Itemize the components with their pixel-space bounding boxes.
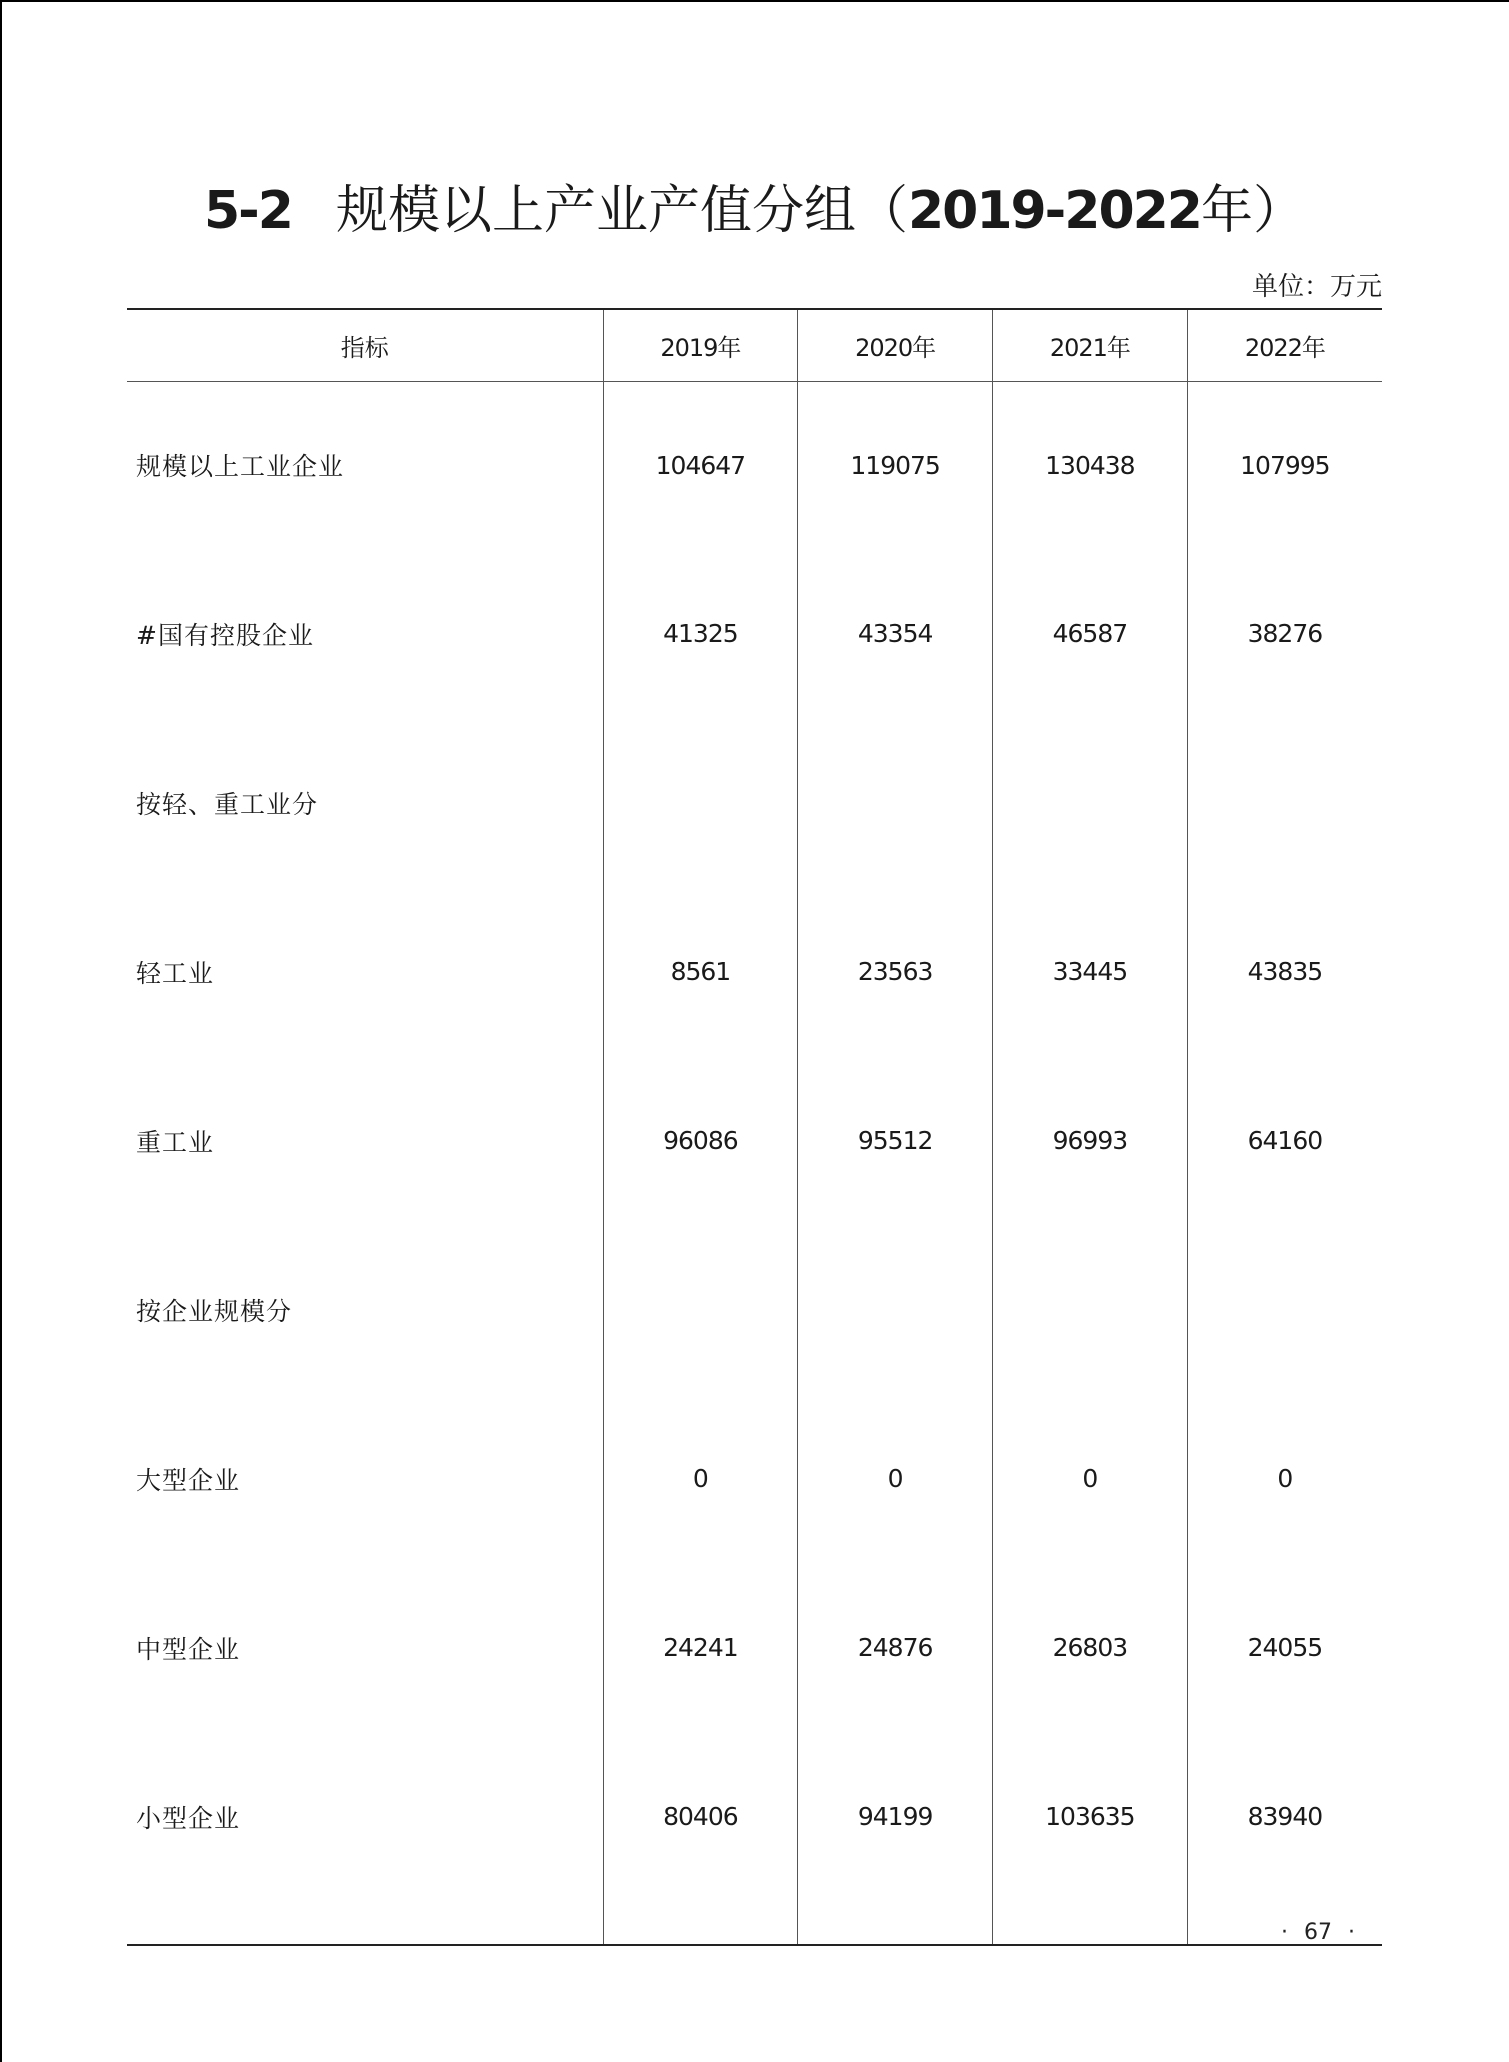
- header-2019: 2019年: [603, 309, 798, 381]
- header-2022: 2022年: [1187, 309, 1382, 381]
- cell-value: 24241: [603, 1563, 798, 1732]
- cell-value: 107995: [1187, 381, 1382, 549]
- row-label: #国有控股企业: [136, 620, 314, 650]
- cell-value: 8561: [603, 887, 798, 1056]
- cell-value: 83940: [1187, 1732, 1382, 1901]
- cell-value: 95512: [798, 1056, 993, 1225]
- cell-value: 46587: [993, 549, 1188, 718]
- cell-value: [993, 718, 1188, 887]
- cell-value: 43835: [1187, 887, 1382, 1056]
- cell-value: 96086: [603, 1056, 798, 1225]
- cell-value: 43354: [798, 549, 993, 718]
- table-number: 5-2: [203, 181, 292, 241]
- row-label: 按企业规模分: [136, 1296, 293, 1326]
- cell-value: 94199: [798, 1732, 993, 1901]
- cell-value: 104647: [603, 381, 798, 549]
- unit-label: 单位：万元: [1251, 272, 1382, 302]
- table-row: [127, 718, 1382, 887]
- table-bottom-spacer: [127, 1901, 1382, 1945]
- data-table: [127, 308, 1382, 1946]
- table-row: [127, 1225, 1382, 1394]
- cell-value: 23563: [798, 887, 993, 1056]
- cell-value: [993, 1225, 1188, 1394]
- cell-value: [603, 718, 798, 887]
- page-number-right-dot: ·: [1348, 1920, 1355, 1945]
- table-row: [127, 1394, 1382, 1563]
- cell-value: 0: [798, 1394, 993, 1563]
- cell-value: [1187, 718, 1382, 887]
- cell-value: 0: [993, 1394, 1188, 1563]
- table-header-row: [127, 309, 1382, 381]
- row-label: 规模以上工业企业: [136, 452, 345, 482]
- table-row: [127, 1732, 1382, 1901]
- table-row: [127, 1563, 1382, 1732]
- row-label: 轻工业: [136, 958, 215, 988]
- cell-value: 41325: [603, 549, 798, 718]
- row-label: 按轻、重工业分: [136, 789, 319, 819]
- title-end-text: 年）: [1201, 181, 1306, 241]
- row-label: 重工业: [136, 1127, 215, 1157]
- row-label: 小型企业: [136, 1803, 241, 1833]
- cell-value: 80406: [603, 1732, 798, 1901]
- row-label: 中型企业: [136, 1634, 241, 1664]
- cell-value: [603, 1225, 798, 1394]
- row-label: 大型企业: [136, 1465, 241, 1495]
- cell-value: 119075: [798, 381, 993, 549]
- page-number-left-dot: ·: [1281, 1920, 1288, 1945]
- page-border-left: [0, 0, 2, 2062]
- cell-value: 26803: [993, 1563, 1188, 1732]
- cell-value: 130438: [993, 381, 1188, 549]
- cell-value: 24876: [798, 1563, 993, 1732]
- header-2020: 2020年: [798, 309, 993, 381]
- table-row: [127, 887, 1382, 1056]
- cell-value: [798, 1225, 993, 1394]
- table-row: [127, 549, 1382, 718]
- cell-value: [1187, 1225, 1382, 1394]
- table-row: [127, 381, 1382, 549]
- cell-value: 103635: [993, 1732, 1188, 1901]
- cell-value: 0: [603, 1394, 798, 1563]
- header-indicator: 指标: [127, 309, 603, 381]
- table-row: [127, 1056, 1382, 1225]
- cell-value: [798, 718, 993, 887]
- cell-value: 0: [1187, 1394, 1382, 1563]
- cell-value: 38276: [1187, 549, 1382, 718]
- cell-value: 96993: [993, 1056, 1188, 1225]
- cell-value: 33445: [993, 887, 1188, 1056]
- cell-value: 24055: [1187, 1563, 1382, 1732]
- title-years: 2019-2022: [907, 181, 1201, 241]
- page-number: [1265, 1918, 1371, 1948]
- page-border-top: [0, 0, 1509, 2]
- header-2021: 2021年: [993, 309, 1188, 381]
- page-number-value: 67: [1304, 1920, 1332, 1945]
- title-main-text: 规模以上产业产值分组（: [335, 181, 908, 241]
- page-title: [0, 176, 1509, 246]
- cell-value: 64160: [1187, 1056, 1382, 1225]
